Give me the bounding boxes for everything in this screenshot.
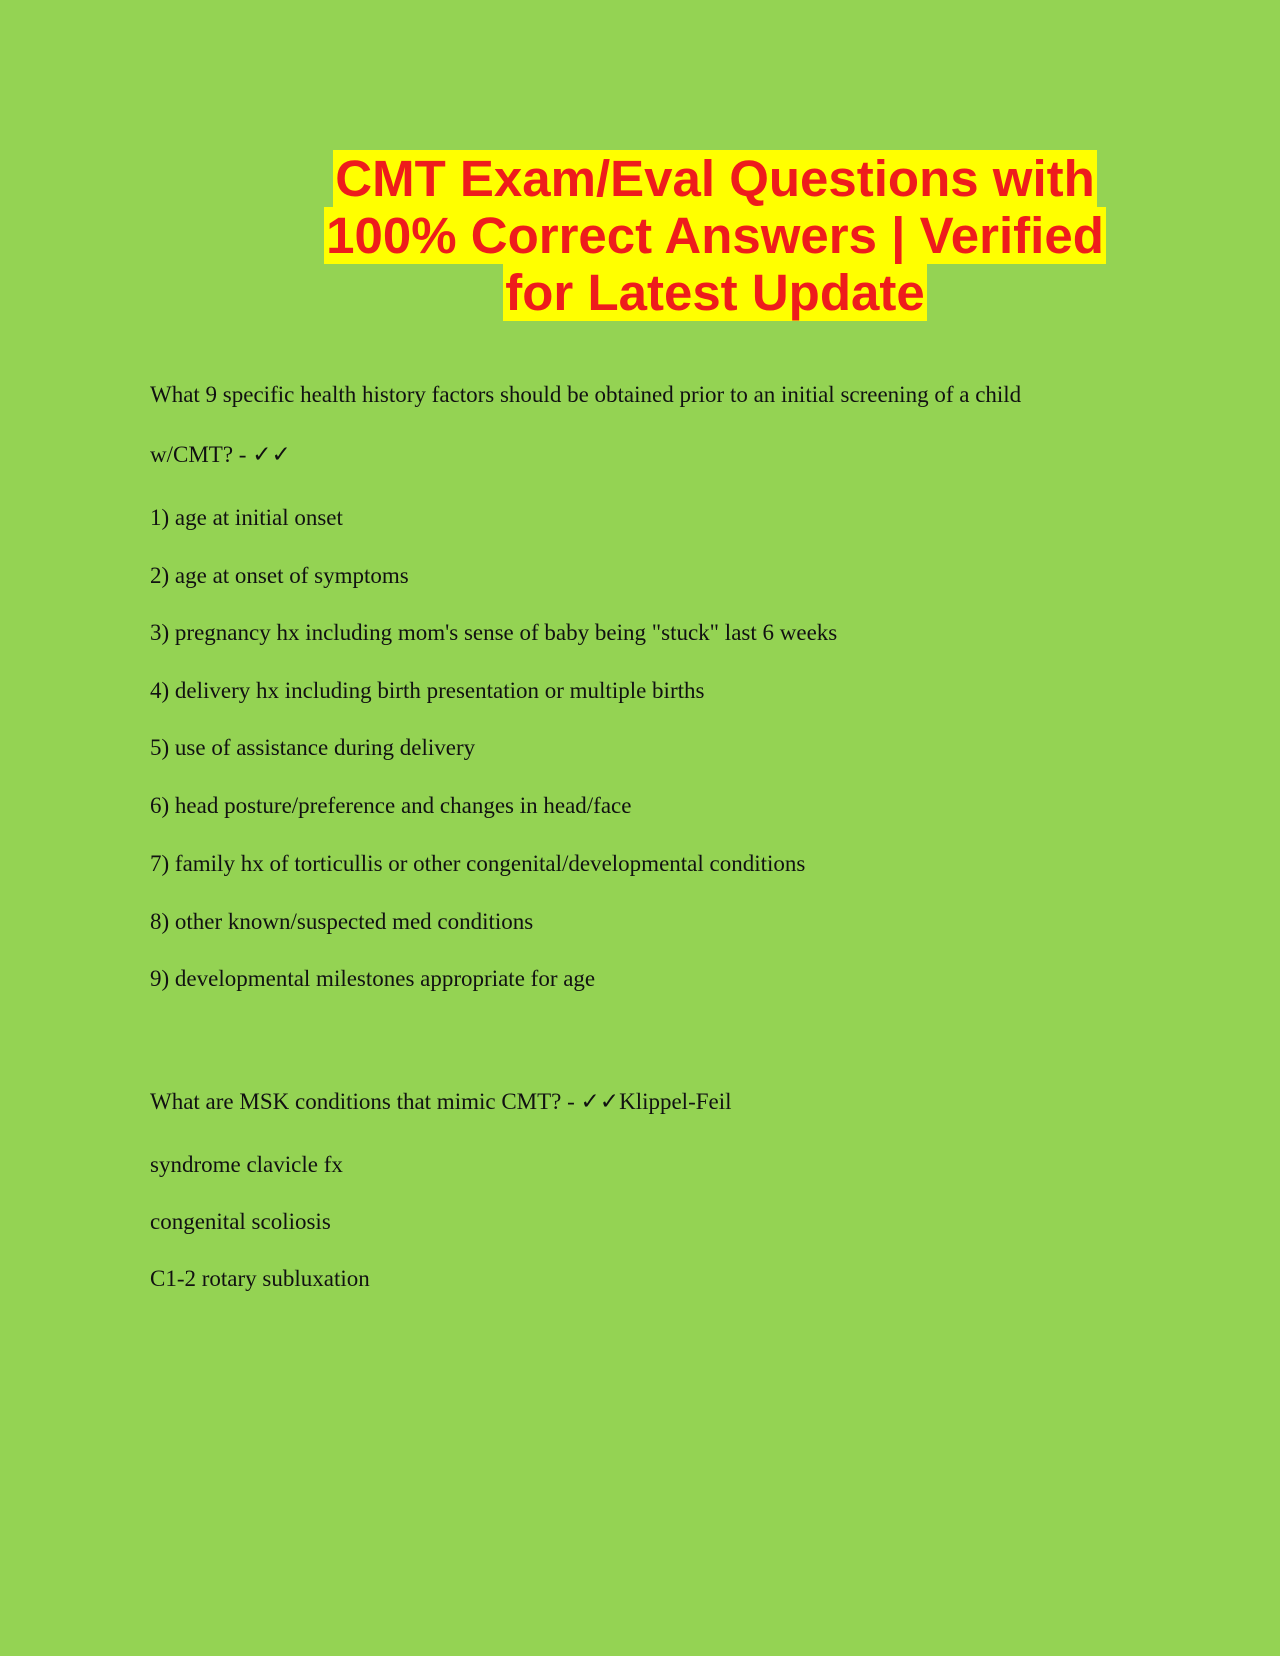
q1-answer-3: 3) pregnancy hx including mom's sense of baby being "stuck" last 6 weeks	[150, 620, 838, 645]
q1-answer-6: 6) head posture/preference and changes in head/face	[150, 793, 632, 818]
q1-answer-1: 1) age at initial onset	[150, 505, 343, 530]
title-line-1: CMT Exam/Eval Questions with	[335, 150, 1095, 207]
q1-answer-9: 9) developmental milestones appropriate for age	[150, 966, 596, 991]
title-line-2: 100% Correct Answers | Verified	[326, 207, 1104, 264]
title-line-3: for Latest Update	[505, 264, 925, 321]
q2-answer-3: C1-2 rotary subluxation	[150, 1266, 370, 1291]
q1-answer-7: 7) family hx of torticullis or other congenital/developmental conditions	[150, 851, 806, 876]
q2-answer-1: syndrome clavicle fx	[150, 1152, 343, 1177]
q1-answer-5: 5) use of assistance during delivery	[150, 735, 476, 760]
question-1-line-2	[150, 442, 291, 468]
question-1-line-1: What 9 specific health history factors should be obtained prior to an initial screening of a child	[150, 382, 1022, 407]
q1-answer-2: 2) age at onset of symptoms	[150, 563, 409, 588]
question-2-prefix: What are MSK conditions that mimic CMT? -	[150, 1089, 581, 1114]
question-2	[150, 1089, 732, 1115]
check-mark-icon: ✓✓	[580, 1089, 620, 1115]
q1-answer-4: 4) delivery hx including birth presentation or multiple births	[150, 678, 705, 703]
q1-answer-8: 8) other known/suspected med conditions	[150, 909, 534, 934]
q2-answer-2: congenital scoliosis	[150, 1209, 331, 1234]
q2-first-answer: Klippel-Feil	[619, 1089, 732, 1114]
document-title	[320, 150, 1110, 321]
check-mark-icon: ✓✓	[252, 442, 291, 468]
question-1-prefix: w/CMT? -	[150, 442, 253, 467]
